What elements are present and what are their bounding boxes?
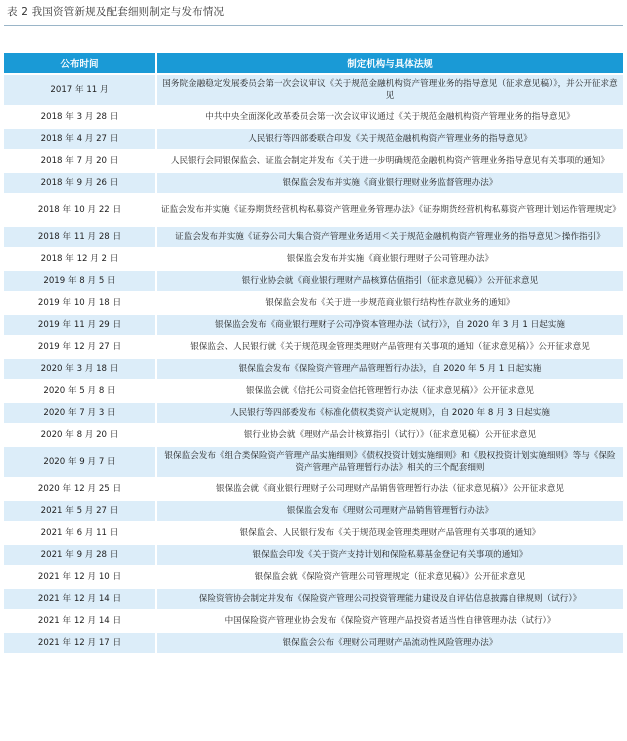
row-regulation: 银保监会印发《关于资产支持计划和保险私募基金登记有关事项的通知》	[157, 545, 623, 565]
row-date: 2020 年 9 月 7 日	[4, 447, 157, 477]
row-regulation: 人民银行等四部委发布《标准化债权类资产认定规则》，自 2020 年 8 月 3 日起实施	[157, 403, 623, 423]
row-date: 2018 年 10 月 22 日	[4, 195, 157, 225]
row-regulation: 银保监会发布《理财公司理财产品销售管理暂行办法》	[157, 501, 623, 521]
row-date: 2020 年 12 月 25 日	[4, 479, 157, 499]
table-row	[4, 479, 623, 499]
row-date: 2017 年 11 月	[4, 75, 157, 105]
table-caption: 表 2 我国资管新规及配套细则制定与发布情况	[7, 6, 225, 18]
row-date: 2018 年 11 月 28 日	[4, 227, 157, 247]
row-regulation: 银保监会就《保险资产管理公司管理规定（征求意见稿）》公开征求意见	[157, 567, 623, 587]
header-institution-regulation: 制定机构与具体法规	[157, 53, 623, 73]
row-date: 2021 年 12 月 14 日	[4, 611, 157, 631]
row-regulation: 银行业协会就《商业银行理财产品核算估值指引（征求意见稿）》公开征求意见	[157, 271, 623, 291]
row-regulation: 银保监会发布《组合类保险资产管理产品实施细则》《债权投资计划实施细则》和《股权投资计划实施细则》等与《保险资产管理产品管理暂行办法》相关的三个配套细则	[157, 447, 623, 477]
table-body	[4, 75, 623, 653]
row-regulation: 银保监会发布《关于进一步规范商业银行结构性存款业务的通知》	[157, 293, 623, 313]
row-regulation: 中共中央全面深化改革委员会第一次会议审议通过《关于规范金融机构资产管理业务的指导意见》	[157, 107, 623, 127]
row-date: 2020 年 7 月 3 日	[4, 403, 157, 423]
row-regulation: 国务院金融稳定发展委员会第一次会议审议《关于规范金融机构资产管理业务的指导意见（征求意见稿）》，并公开征求意见	[157, 75, 623, 105]
row-regulation: 银保监会发布并实施《商业银行理财子公司管理办法》	[157, 249, 623, 269]
row-regulation: 证监会发布并实施《证券期货经营机构私募资产管理业务管理办法》《证券期货经营机构私募资产管理计划运作管理规定》	[157, 195, 623, 225]
row-regulation: 证监会发布并实施《证券公司大集合资产管理业务适用＜关于规范金融机构资产管理业务的指导意见＞操作指引》	[157, 227, 623, 247]
table-row	[4, 315, 623, 335]
caption-divider	[4, 25, 623, 26]
table-row	[4, 75, 623, 105]
row-regulation: 银保监会就《信托公司资金信托管理暂行办法（征求意见稿）》公开征求意见	[157, 381, 623, 401]
table-row	[4, 501, 623, 521]
row-date: 2020 年 3 月 18 日	[4, 359, 157, 379]
table-row	[4, 589, 623, 609]
table-row	[4, 227, 623, 247]
table-row	[4, 195, 623, 225]
row-date: 2019 年 10 月 18 日	[4, 293, 157, 313]
row-regulation: 银保监会发布并实施《商业银行理财业务监督管理办法》	[157, 173, 623, 193]
row-date: 2021 年 9 月 28 日	[4, 545, 157, 565]
table-row	[4, 359, 623, 379]
table-row	[4, 271, 623, 291]
row-date: 2019 年 12 月 27 日	[4, 337, 157, 357]
table-header-row	[4, 53, 623, 73]
row-regulation: 银保监会就《商业银行理财子公司理财产品销售管理暂行办法（征求意见稿）》公开征求意见	[157, 479, 623, 499]
row-date: 2021 年 12 月 14 日	[4, 589, 157, 609]
row-regulation: 银保监会、人民银行就《关于规范现金管理类理财产品管理有关事项的通知（征求意见稿）》公开征求意见	[157, 337, 623, 357]
table-row	[4, 173, 623, 193]
row-date: 2018 年 3 月 28 日	[4, 107, 157, 127]
row-date: 2021 年 5 月 27 日	[4, 501, 157, 521]
row-regulation: 保险资管协会制定并发布《保险资产管理公司投资管理能力建设及自评估信息披露自律规则（试行）》	[157, 589, 623, 609]
table-row	[4, 633, 623, 653]
row-date: 2021 年 12 月 17 日	[4, 633, 157, 653]
table-row	[4, 337, 623, 357]
row-regulation: 银保监会、人民银行发布《关于规范现金管理类理财产品管理有关事项的通知》	[157, 523, 623, 543]
row-date: 2020 年 5 月 8 日	[4, 381, 157, 401]
row-regulation: 银保监会公布《理财公司理财产品流动性风险管理办法》	[157, 633, 623, 653]
table-row	[4, 151, 623, 171]
table-row	[4, 523, 623, 543]
table-row	[4, 545, 623, 565]
regulation-table	[4, 51, 623, 655]
row-date: 2018 年 12 月 2 日	[4, 249, 157, 269]
table-row	[4, 293, 623, 313]
row-date: 2021 年 12 月 10 日	[4, 567, 157, 587]
row-regulation: 人民银行等四部委联合印发《关于规范金融机构资产管理业务的指导意见》	[157, 129, 623, 149]
row-date: 2019 年 8 月 5 日	[4, 271, 157, 291]
table-row	[4, 425, 623, 445]
row-regulation: 银保监会发布《保险资产管理产品管理暂行办法》，自 2020 年 5 月 1 日起实施	[157, 359, 623, 379]
row-regulation: 中国保险资产管理业协会发布《保险资产管理产品投资者适当性自律管理办法（试行）》	[157, 611, 623, 631]
table-row	[4, 129, 623, 149]
row-date: 2020 年 8 月 20 日	[4, 425, 157, 445]
header-date: 公布时间	[4, 53, 157, 73]
table-row	[4, 447, 623, 477]
row-regulation: 人民银行会同银保监会、证监会制定并发布《关于进一步明确规范金融机构资产管理业务指导意见有关事项的通知》	[157, 151, 623, 171]
row-date: 2018 年 7 月 20 日	[4, 151, 157, 171]
row-regulation: 银保监会发布《商业银行理财子公司净资本管理办法（试行）》，自 2020 年 3 月 1 日起实施	[157, 315, 623, 335]
table-row	[4, 107, 623, 127]
table-row	[4, 249, 623, 269]
table-row	[4, 403, 623, 423]
table-row	[4, 381, 623, 401]
row-date: 2018 年 4 月 27 日	[4, 129, 157, 149]
row-date: 2019 年 11 月 29 日	[4, 315, 157, 335]
table-row	[4, 611, 623, 631]
row-date: 2018 年 9 月 26 日	[4, 173, 157, 193]
table-row	[4, 567, 623, 587]
row-date: 2021 年 6 月 11 日	[4, 523, 157, 543]
row-regulation: 银行业协会就《理财产品会计核算指引（试行）》（征求意见稿）公开征求意见	[157, 425, 623, 445]
